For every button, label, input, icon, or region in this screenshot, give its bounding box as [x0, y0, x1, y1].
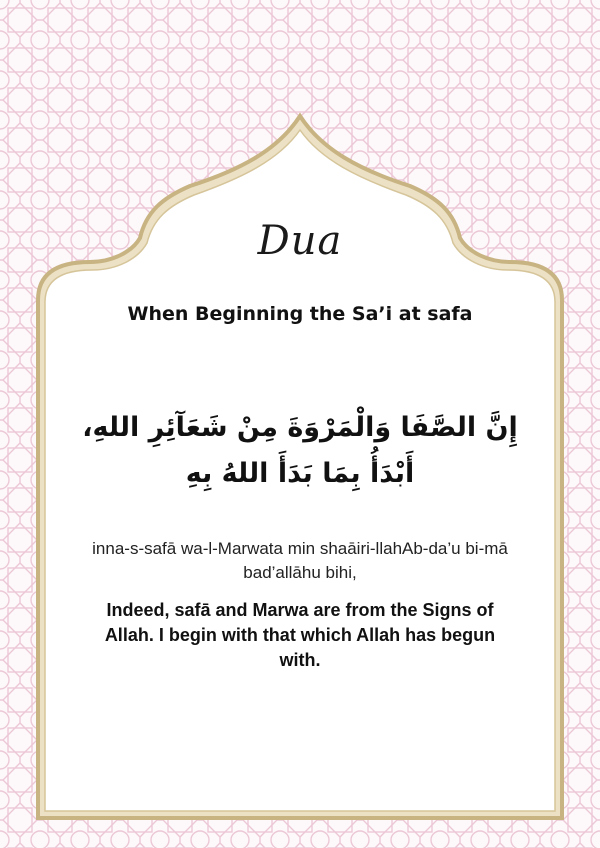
transliteration-text: inna-s-safā wa-l-Marwata min shaāiri-llahAb-da’u bi-mā bad’allāhu bihi,	[92, 539, 508, 582]
translation-text: Indeed, safā and Marwa are from the Signs of Allah. I begin with that which Allah has begun with.	[104, 600, 496, 670]
dua-script-title: Dua	[257, 218, 343, 264]
arabic-line-1: إِنَّ الصَّفَا وَالْمَرْوَةَ مِنْ شَعَآئِرِ اللهِ،	[82, 412, 518, 443]
arabic-text	[0, 405, 600, 497]
arabic-line-2: أَبْدَأُ بِمَا بَدَأَ اللهُ بِهِ	[185, 458, 415, 489]
dua-subtitle: When Beginning the Sa’i at safa	[127, 303, 473, 325]
